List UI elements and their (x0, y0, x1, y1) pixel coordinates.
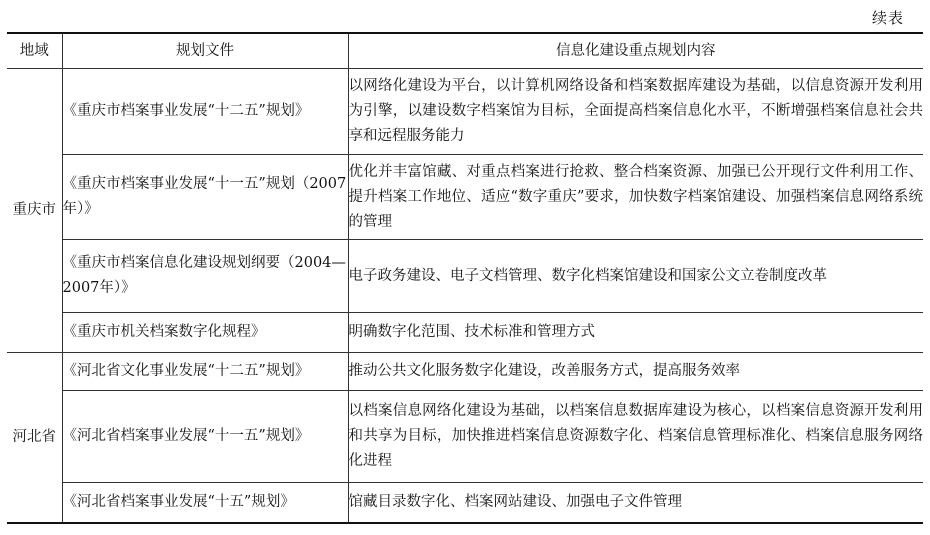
header-content: 信息化建设重点规划内容 (348, 33, 923, 69)
content-cell: 优化并丰富馆藏、对重点档案进行抢救、整合档案资源、加强已公开现行文件利用工作、提升档案工作地位、适应“数字重庆”要求，加快数字档案馆建设、加强档案信息网络系统的管理 (348, 155, 923, 240)
header-document: 规划文件 (62, 33, 348, 69)
content-cell: 馆藏目录数字化、档案网站建设、加强电子文件管理 (348, 483, 923, 523)
content-cell: 以档案信息网络化建设为基础，以档案信息数据库建设为核心，以档案信息资源开发利用和共享为目标，加快推进档案信息资源数字化、档案信息管理标准化、档案信息服务网络化进程 (348, 391, 923, 483)
region-cell-hebei: 河北省 (7, 353, 62, 523)
table-row (7, 353, 923, 391)
table-row (7, 155, 923, 240)
continued-label: 续表 (871, 9, 904, 27)
table-row (7, 391, 923, 483)
table-row (7, 69, 923, 155)
document-cell: 《河北省档案事业发展“十五”规划》 (62, 483, 348, 523)
table-header-row (7, 33, 923, 69)
table-row (7, 483, 923, 523)
content-cell: 以网络化建设为平台，以计算机网络设备和档案数据库建设为基础，以信息资源开发利用为引擎，以建设数字档案馆为目标，全面提高档案信息化水平，不断增强档案信息社会共享和远程服务能力 (348, 69, 923, 155)
content-cell: 推动公共文化服务数字化建设，改善服务方式，提高服务效率 (348, 353, 923, 391)
document-cell: 《重庆市机关档案数字化规程》 (62, 313, 348, 353)
header-region: 地域 (7, 33, 62, 69)
table-row (7, 313, 923, 353)
document-cell: 《重庆市档案事业发展“十一五”规划（2007年）》 (62, 155, 348, 240)
document-cell: 《重庆市档案事业发展“十二五”规划》 (62, 69, 348, 155)
region-cell-chongqing: 重庆市 (7, 69, 62, 353)
content-cell: 电子政务建设、电子文档管理、数字化档案馆建设和国家公文立卷制度改革 (348, 240, 923, 313)
document-cell: 《重庆市档案信息化建设规划纲要（2004—2007年）》 (62, 240, 348, 313)
content-cell: 明确数字化范围、技术标准和管理方式 (348, 313, 923, 353)
planning-table (7, 32, 923, 524)
document-cell: 《河北省文化事业发展“十二五”规划》 (62, 353, 348, 391)
document-cell: 《河北省档案事业发展“十一五”规划》 (62, 391, 348, 483)
table-row (7, 240, 923, 313)
